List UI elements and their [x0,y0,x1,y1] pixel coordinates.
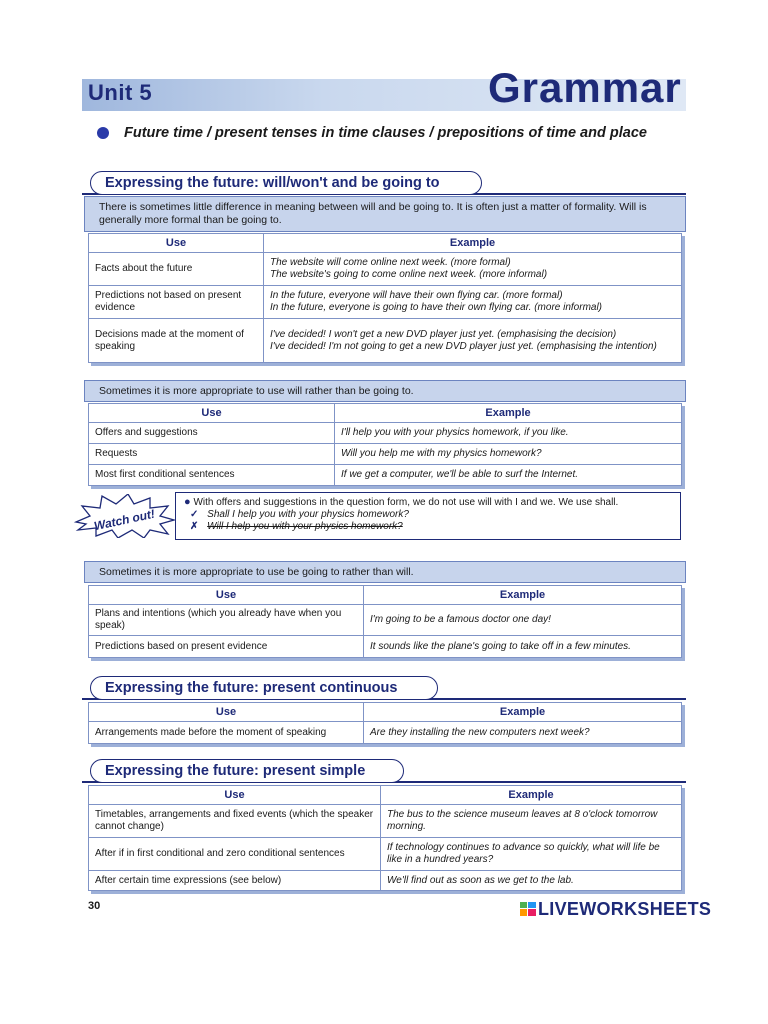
watch-out-bad [184,521,672,533]
col-header-use: Use [89,703,364,722]
col-header-use: Use [89,404,335,423]
col-header-use: Use [89,234,264,253]
use-cell: Timetables, arrangements and fixed events (which the speaker cannot change) [89,805,381,838]
use-cell: Plans and intentions (which you already have when you speak) [89,605,364,636]
page-number: 30 [88,900,101,912]
col-header-example: Example [364,586,682,605]
table-header-row [89,786,682,805]
good-example: Shall I help you with your physics homework? [207,509,409,520]
watch-out-box [175,492,681,540]
watch-out-starburst [72,494,176,538]
page-title: Grammar [488,64,682,111]
check-icon: ✓ [190,509,199,520]
unit-label: Unit 5 [88,80,153,105]
table-row [89,253,682,286]
topic-text: Future time / present tenses in time clauses / prepositions of time and place [124,125,647,141]
table-row [89,605,682,636]
example-line: I've decided! I'm not going to get a new DVD player just yet. (emphasising the intention) [270,340,657,352]
use-cell: Offers and suggestions [89,423,335,444]
bullet-icon: ● [184,496,191,508]
liveworksheets-logo-icon [520,902,536,916]
col-header-example: Example [264,234,682,253]
table-row [89,722,682,744]
table-row [89,319,682,363]
brand-text: LIVEWORKSHEETS [538,899,712,919]
example-line: The website will come online next week. (more formal) [270,257,511,268]
brand-logo [520,899,711,920]
col-header-example: Example [335,404,682,423]
watch-out-line [184,496,672,509]
note-going-only: Sometimes it is more appropriate to use be going to rather than will. [84,561,686,583]
table-going-only [88,585,682,658]
note-will-going: There is sometimes little difference in meaning between will and be going to. It is often just a matter of formality. Will is generally more formal than be going to. [84,196,686,232]
use-cell: Facts about the future [89,253,264,286]
example-line: In the future, everyone will have their own flying car. (more formal) [270,290,563,301]
table-row [89,286,682,319]
col-header-use: Use [89,586,364,605]
watch-out-label: Watch out! [92,506,157,534]
table-row [89,444,682,465]
table-present-simple [88,785,682,891]
topic-line [97,124,657,143]
col-header-example: Example [364,703,682,722]
example-cell [264,319,682,363]
watch-out-text: With offers and suggestions in the question form, we do not use will with I and we. We use shall. [193,497,619,508]
table-header-row [89,586,682,605]
section-title-present-simple: Expressing the future: present simple [90,759,404,783]
table-row [89,871,682,891]
example-cell: We'll find out as soon as we get to the lab. [381,871,682,891]
example-cell: If technology continues to advance so quickly, what will life be like in a hundred years? [381,838,682,871]
table-will-only [88,403,682,486]
use-cell: Predictions not based on present evidence [89,286,264,319]
example-cell: If we get a computer, we'll be able to surf the Internet. [335,465,682,486]
bad-example: Will I help you with your physics homework? [207,521,403,532]
section-title-will-going: Expressing the future: will/won't and be going to [90,171,482,195]
example-cell: I'll help you with your physics homework, if you like. [335,423,682,444]
note-will-only: Sometimes it is more appropriate to use will rather than be going to. [84,380,686,402]
example-line: In the future, everyone is going to have their own flying car. (more informal) [270,302,603,313]
use-cell: Requests [89,444,335,465]
table-header-row [89,404,682,423]
example-cell: It sounds like the plane's going to take off in a few minutes. [364,636,682,658]
example-cell [264,286,682,319]
table-row [89,423,682,444]
example-cell [264,253,682,286]
example-cell: I'm going to be a famous doctor one day! [364,605,682,636]
example-line: The website's going to come online next week. (more informal) [270,269,548,280]
table-row [89,805,682,838]
cross-icon: ✗ [190,521,199,532]
use-cell: After if in first conditional and zero conditional sentences [89,838,381,871]
use-cell: Most first conditional sentences [89,465,335,486]
table-row [89,838,682,871]
use-cell: Predictions based on present evidence [89,636,364,658]
table-header-row [89,703,682,722]
table-header-row [89,234,682,253]
use-cell: After certain time expressions (see below) [89,871,381,891]
use-cell: Arrangements made before the moment of speaking [89,722,364,744]
example-cell: Are they installing the new computers next week? [364,722,682,744]
col-header-use: Use [89,786,381,805]
table-present-continuous [88,702,682,744]
watch-out-good [184,509,672,521]
table-will-going [88,233,682,363]
table-row [89,636,682,658]
use-cell: Decisions made at the moment of speaking [89,319,264,363]
section-title-present-continuous: Expressing the future: present continuous [90,676,438,700]
bullet-icon [97,127,109,139]
example-cell: Will you help me with my physics homework? [335,444,682,465]
example-cell: The bus to the science museum leaves at 8 o'clock tomorrow morning. [381,805,682,838]
table-row [89,465,682,486]
col-header-example: Example [381,786,682,805]
example-line: I've decided! I won't get a new DVD player just yet. (emphasising the decision) [270,328,617,340]
